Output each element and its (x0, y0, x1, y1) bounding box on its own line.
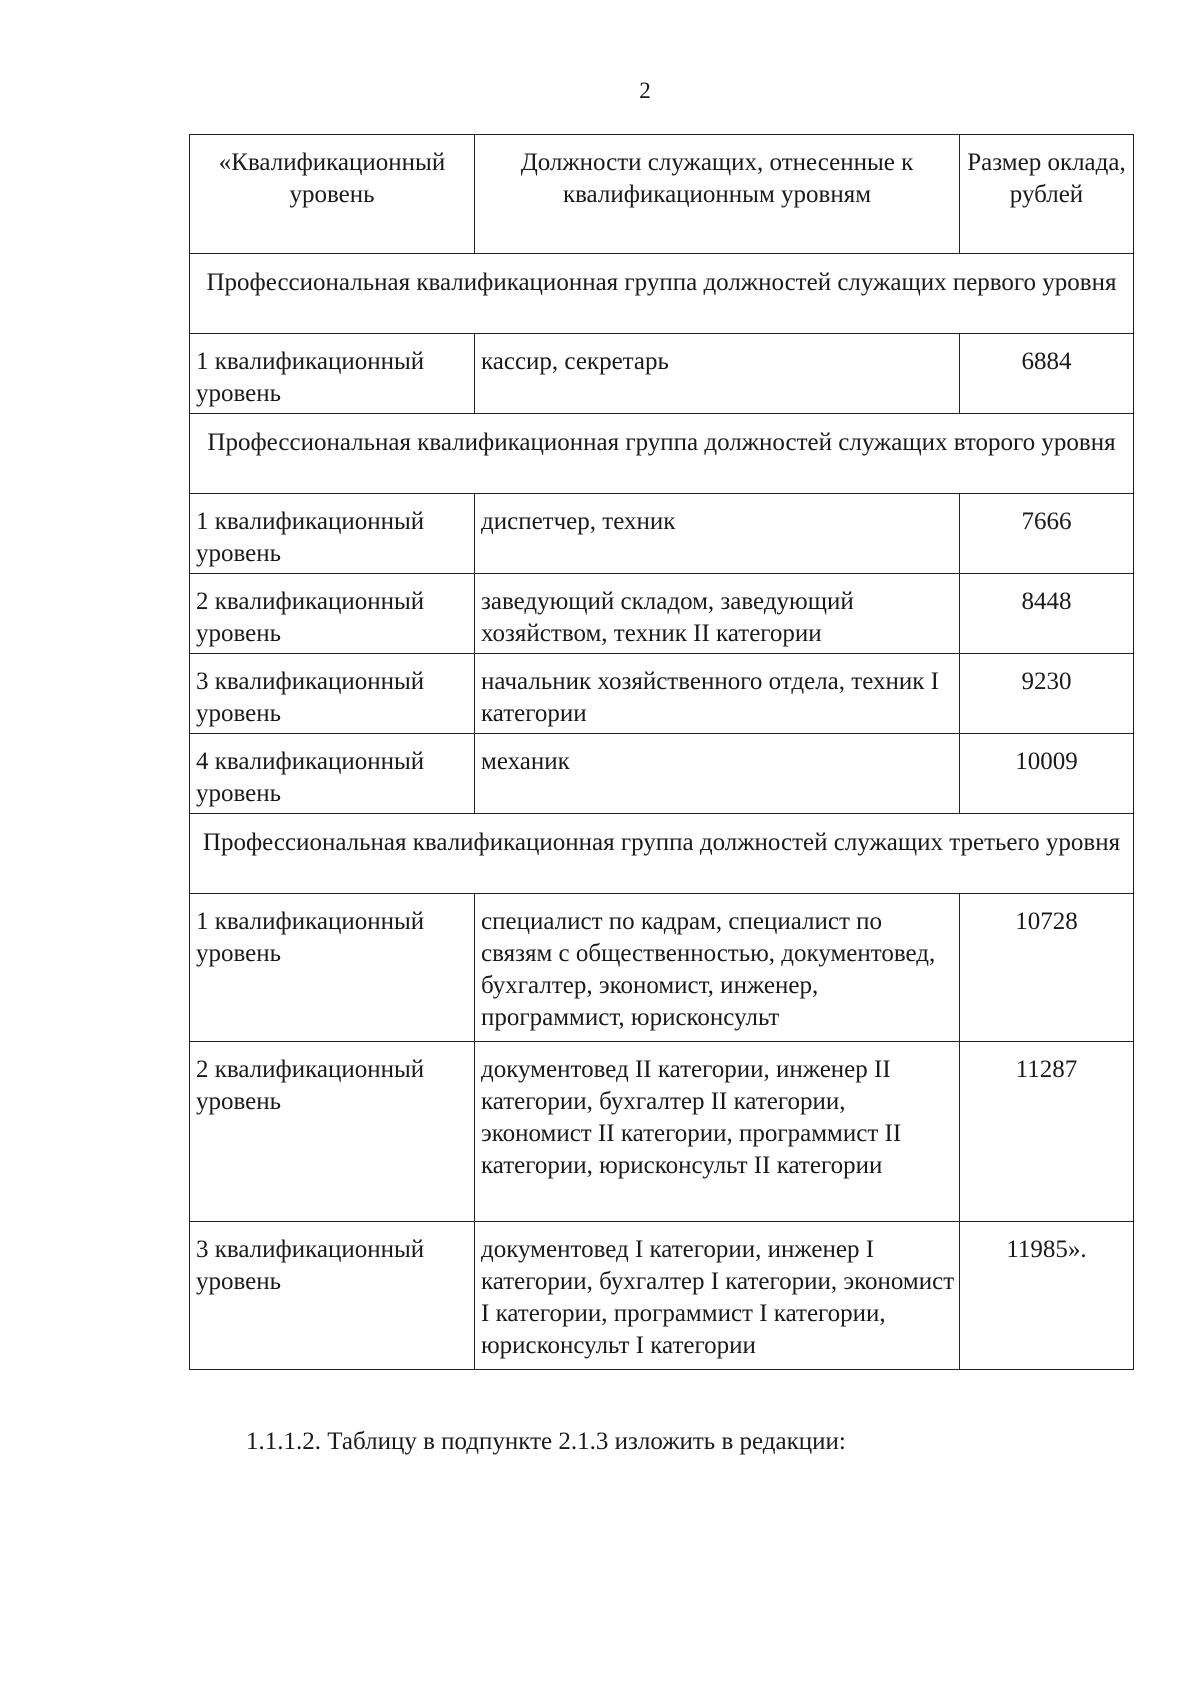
positions-cell: специалист по кадрам, специалист по связям с общественностью, документовед, бухгалтер, экономист, инженер, программист, юрисконсульт (475, 894, 960, 1042)
level-cell: 1 квалификационный уровень (190, 894, 475, 1042)
salary-cell: 7666 (960, 494, 1134, 574)
level-cell: 3 квалификационный уровень (190, 1222, 475, 1370)
salary-cell: 11985». (960, 1222, 1134, 1370)
group-row (190, 414, 1134, 494)
level-cell: 2 квалификационный уровень (190, 574, 475, 654)
salary-table (189, 134, 1134, 1370)
page-number: 2 (639, 78, 651, 103)
positions-cell: заведующий складом, заведующий хозяйством, техник II категории (475, 574, 960, 654)
group-title: Профессиональная квалификационная группа должностей служащих второго уровня (190, 414, 1134, 494)
salary-cell: 10728 (960, 894, 1134, 1042)
table-row (190, 334, 1134, 414)
table-row (190, 574, 1134, 654)
header-level: «Квалификационный уровень (190, 135, 475, 254)
positions-cell: документовед II категории, инженер II категории, бухгалтер II категории, экономист II категории, программист II категории, юрисконсульт II категории (475, 1042, 960, 1222)
group-row (190, 254, 1134, 334)
level-cell: 2 квалификационный уровень (190, 1042, 475, 1222)
level-cell: 1 квалификационный уровень (190, 334, 475, 414)
salary-cell: 8448 (960, 574, 1134, 654)
table-row (190, 894, 1134, 1042)
salary-cell: 11287 (960, 1042, 1134, 1222)
positions-cell: диспетчер, техник (475, 494, 960, 574)
salary-cell: 9230 (960, 654, 1134, 734)
positions-cell: кассир, секретарь (475, 334, 960, 414)
level-cell: 4 квалификационный уровень (190, 734, 475, 814)
header-salary: Размер оклада, рублей (960, 135, 1134, 254)
positions-cell: документовед I категории, инженер I категории, бухгалтер I категории, экономист I категории, программист I категории, юрисконсульт I категории (475, 1222, 960, 1370)
group-title: Профессиональная квалификационная группа должностей служащих первого уровня (190, 254, 1134, 334)
positions-cell: начальник хозяйственного отдела, техник I категории (475, 654, 960, 734)
group-row (190, 814, 1134, 894)
table-row (190, 734, 1134, 814)
table-row (190, 1222, 1134, 1370)
amendment-paragraph: 1.1.1.2. Таблицу в подпункте 2.1.3 изложить в редакции: (246, 1428, 846, 1455)
salary-cell: 6884 (960, 334, 1134, 414)
header-positions: Должности служащих, отнесенные к квалификационным уровням (475, 135, 960, 254)
table-row (190, 654, 1134, 734)
table-header-row (190, 135, 1134, 254)
table-row (190, 494, 1134, 574)
salary-cell: 10009 (960, 734, 1134, 814)
level-cell: 3 квалификационный уровень (190, 654, 475, 734)
level-cell: 1 квалификационный уровень (190, 494, 475, 574)
group-title: Профессиональная квалификационная группа должностей служащих третьего уровня (190, 814, 1134, 894)
table-row (190, 1042, 1134, 1222)
positions-cell: механик (475, 734, 960, 814)
